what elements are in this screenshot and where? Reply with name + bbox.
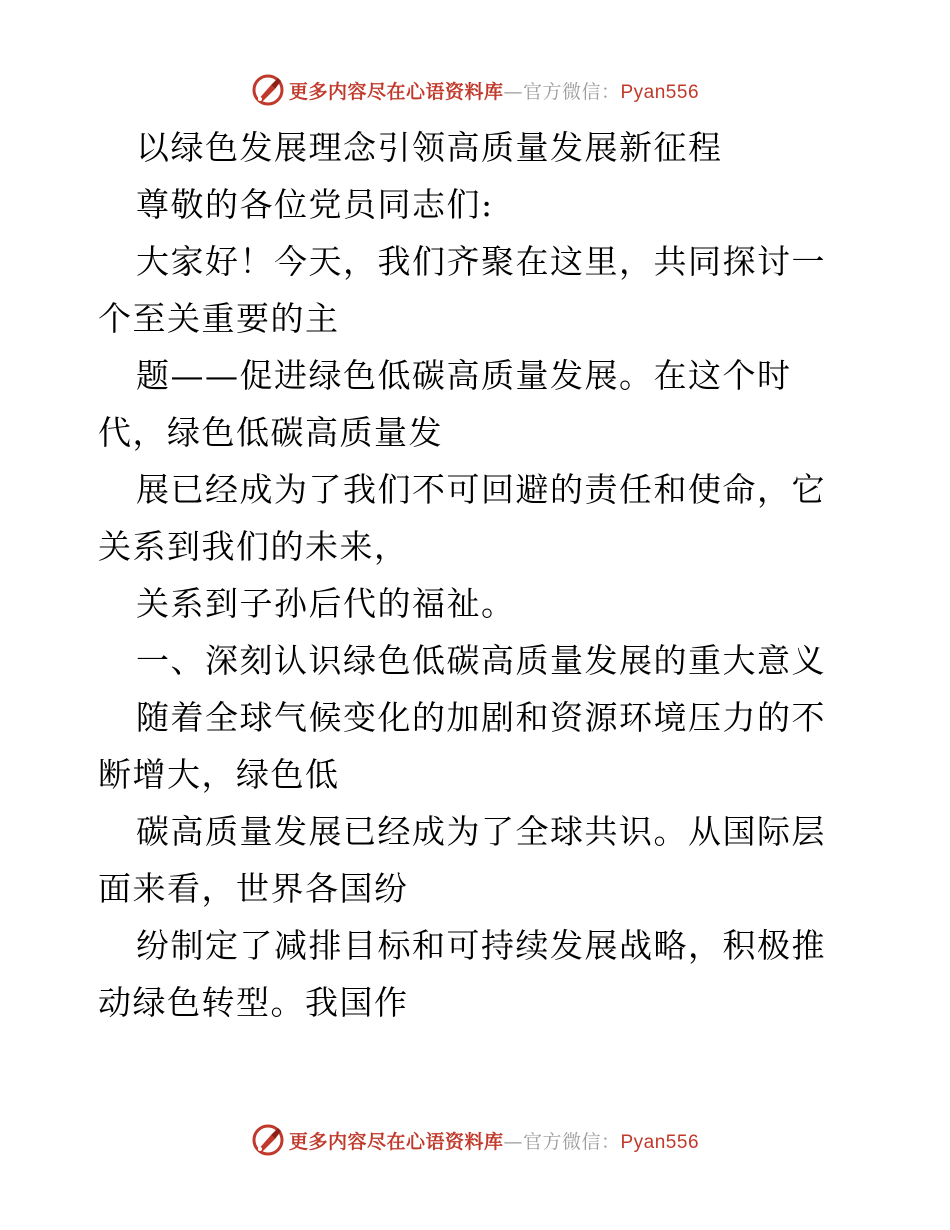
- paragraph: 展已经成为了我们不可回避的责任和使命，它关系到我们的未来，: [98, 470, 826, 566]
- header-banner-text: [289, 77, 699, 104]
- footer-official-label: 官方微信：: [522, 1130, 621, 1153]
- pen-nib-icon: [251, 1123, 285, 1157]
- header-official-label: 官方微信：: [522, 80, 621, 103]
- paragraph: 随着全球气候变化的加剧和资源环境压力的不断增大，绿色低: [98, 698, 826, 794]
- paragraph: 关系到子孙后代的福祉。: [136, 584, 516, 623]
- paragraph: 碳高质量发展已经成为了全球共识。从国际层面来看，世界各国纷: [98, 812, 826, 908]
- header-wechat-id: Pyan556: [620, 81, 700, 103]
- document-title: 以绿色发展理念引领高质量发展新征程: [136, 128, 723, 167]
- pen-nib-icon: [251, 73, 285, 107]
- paragraph: 大家好！今天，我们齐聚在这里，共同探讨一个至关重要的主: [98, 242, 826, 338]
- paragraph: 题——促进绿色低碳高质量发展。在这个时代，绿色低碳高质量发: [98, 356, 792, 452]
- header-brand-text: 更多内容尽在心语资料库: [288, 80, 504, 103]
- footer-dash: —: [503, 1130, 523, 1153]
- footer-brand-text: 更多内容尽在心语资料库: [288, 1130, 504, 1153]
- header-dash: —: [503, 80, 523, 103]
- document-salutation: 尊敬的各位党员同志们:: [136, 185, 494, 224]
- footer-wechat-id: Pyan556: [620, 1131, 700, 1153]
- footer-banner-text: [289, 1127, 699, 1154]
- document-body: [98, 119, 854, 1031]
- paragraph: 纷制定了减排目标和可持续发展战略，积极推动绿色转型。我国作: [98, 926, 826, 1022]
- header-banner: [0, 70, 950, 110]
- section-heading: 一、深刻认识绿色低碳高质量发展的重大意义: [136, 641, 826, 680]
- footer-banner: [0, 1120, 950, 1160]
